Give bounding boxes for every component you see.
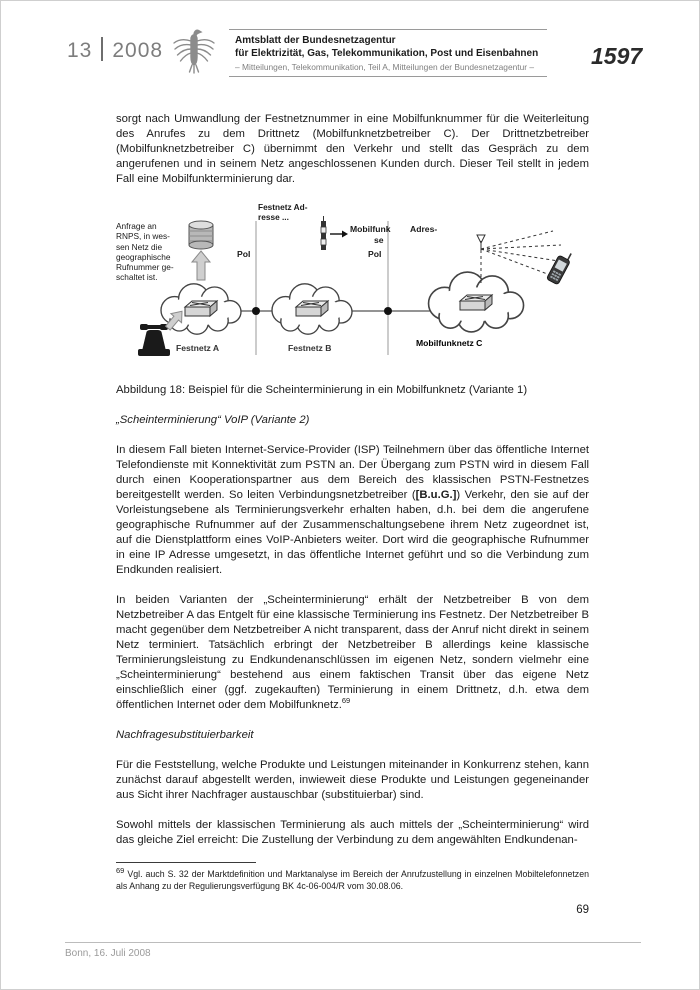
poi-label-right: PoI: [368, 249, 382, 259]
antenna-mast-icon: [321, 216, 326, 250]
rnps-query-line: geographische: [116, 251, 171, 262]
footnote-number: 69: [116, 866, 125, 876]
network-diagram: [116, 202, 589, 365]
database-icon: [189, 221, 213, 249]
paragraph-varianten: [116, 593, 589, 713]
page-footer: [65, 942, 641, 959]
rnps-query-line: RNPS, in wes-: [116, 231, 170, 242]
footnote-69: [116, 866, 589, 892]
paragraph-varianten-text: In beiden Varianten der „Scheinterminierung“ erhält der Netzbetreiber B von dem Netzbetreiber A das Entgelt für eine klassische Terminierung ins Festnetz. Der Netzbetreiber B macht gegenüber dem Netzbetreiber A nicht transparent, dass der Anruf nicht direkt in seinem Netz terminiert. Tatsächlich erbringt der Netzbetreiber B allerdings keine klassische Terminierungsleistung zu Endkundenanschlüssen im eigenen Netz, sondern vielmehr eine „Scheinterminierung“ bestehend aus einem faktischen Transit über das eigene Netz einschließlich einer (ggf. zugekauften) Terminierung in einem Drittnetz, d.h. etwa dem öffentlichen Internet oder dem Mobilfunknetz.: [116, 594, 589, 711]
rnps-query-line: Anfrage an: [116, 221, 157, 231]
festnetz-adresse-line: Festnetz Ad-: [258, 202, 308, 212]
paragraph-sowohl: Sowohl mittels der klassischen Terminierung als auch mittels der „Scheinterminierung“ wird das gleiche Ziel erreicht: Die Zustellung der Verbindung zu dem angewählten Endkundenan-: [116, 819, 589, 846]
poi-node-right: [384, 307, 392, 315]
router-icon-b: [296, 301, 328, 316]
poi-node-left: [252, 307, 260, 315]
telephone-icon: [138, 324, 170, 356]
gazette-title-line2: für Elektrizität, Gas, Telekommunikation, Post und Eisenbahnen: [235, 47, 539, 59]
issue-year: 2008: [112, 39, 164, 62]
adresse-label: Adres-: [410, 224, 438, 234]
issue-no: 13: [67, 39, 93, 62]
masthead: [229, 29, 547, 77]
paragraph-voip-post: ) Verkehr, den sie auf der Vorleistungsebene als Terminierungsverkehr erhalten haben, d.h. bei dem die angerufene geographische Rufnummer auf der Zusammenschaltungsebene ihrem Netz zugeordnet ist, auf die Dienstplattform eines VoIP-Anbieters weiter. Dort wird die geographische Rufnummer in eine IP Adresse umgesetzt, in das öffentliche Internet geführt und so die Verbindung zum Endkunden realisiert.: [116, 489, 589, 576]
mobilfunk-label: Mobilfunk: [350, 224, 391, 234]
rnps-query-label: [116, 221, 174, 283]
cloud-label-mobilfunknetz-c: Mobilfunknetz C: [416, 338, 483, 348]
cloud-label-festnetz-a: Festnetz A: [176, 343, 220, 353]
gazette-page-number: 1597: [591, 43, 643, 69]
router-icon-c: [460, 295, 492, 310]
paragraph-voip: [116, 443, 589, 578]
rnps-query-line: sen Netz die: [116, 241, 163, 252]
footnote-separator: [116, 862, 256, 863]
query-arrow-icon: [192, 251, 210, 280]
mobile-phone-icon: [546, 249, 573, 285]
poi-label-left: PoI: [237, 249, 251, 259]
footnote-text: Vgl. auch S. 32 der Marktdefinition und Marktanalyse im Bereich der Anrufzustellung in einzelnen Mobiltelefonnetzen als Anhang zu der Regulierungsverfügung BK 4c-06-004/R vom 30.08.06.: [116, 869, 589, 891]
paragraph-voip-pre: In diesem Fall bieten Internet-Service-Provider (ISP) Teilnehmern über das öffentliche Internet Telefondienste mit Konnektivität zum PSTN an. Der Übergang zum PSTN wird in diesem Fall durch einen Kooperationspartner aus dem Bereich des klassischen PSTN-Festnetzes bereitgestellt werden. So leiten Verbindungsnetzbetreiber (: [116, 444, 589, 501]
mobilfunk-adresse-suffix: se: [374, 235, 384, 245]
section-heading-scheinterminierung-voip: „Scheinterminierung“ VoIP (Variante 2): [116, 414, 310, 426]
footnote-reference-mark: 69: [341, 696, 351, 706]
page-content: [116, 112, 589, 916]
mobilfunk-arrow-icon: [330, 231, 348, 238]
page-number: 69: [576, 904, 589, 916]
rnps-query-line: schaltet ist.: [116, 272, 158, 283]
figure-caption: Abbildung 18: Beispiel für die Scheinterminierung in ein Mobilfunknetz (Variante 1): [116, 384, 528, 396]
cloud-label-festnetz-b: Festnetz B: [288, 343, 332, 353]
section-heading-nachfragesubstituierbarkeit: Nachfragesubstituierbarkeit: [116, 729, 254, 741]
rnps-query-line: Rufnummer ge-: [116, 262, 174, 273]
gazette-title-line1: Amtsblatt der Bundesnetzagentur: [235, 35, 396, 46]
radio-antenna-icon: [477, 235, 485, 250]
bold-bug-reference: [B.u.G.]: [415, 489, 457, 501]
paragraph-feststellung: Für die Feststellung, welche Produkte und Leistungen miteinander in Konkurrenz stehen, kann zunächst darauf abgestellt werden, inwieweit diese Produkte und Leistungen gegeneinander aus Sicht ihrer Nachfrager austauschbar (substituierbar) sind.: [116, 759, 589, 801]
gazette-subtitle: – Mitteilungen, Telekommunikation, Teil A, Mitteilungen der Bundesnetzagentur –: [235, 62, 535, 72]
issue-number: [67, 37, 163, 63]
festnetz-adresse-line: resse ...: [258, 212, 289, 223]
issue-divider: [101, 37, 103, 61]
footer-date: Bonn, 16. Juli 2008: [65, 948, 151, 959]
router-icon-a: [185, 301, 217, 316]
federal-eagle-logo: [171, 26, 217, 81]
festnetz-adresse-label: [258, 202, 307, 223]
paragraph-intro: sorgt nach Umwandlung der Festnetznummer in eine Mobilfunknummer für die Weiterleitung des Anrufes zu dem Drittnetz (Mobilfunknetzbetreiber C). Der Drittnetzbetreiber (Mobilfunknetzbetreiber C) übernimmt den Verkehr und stellt das Gespräch zu dem angerufenen und in seinem Netz angeschlossenen Kunden durch. Dieser Teil stellt in jedem Fall eine Mobilfunkterminierung dar.: [116, 113, 589, 185]
